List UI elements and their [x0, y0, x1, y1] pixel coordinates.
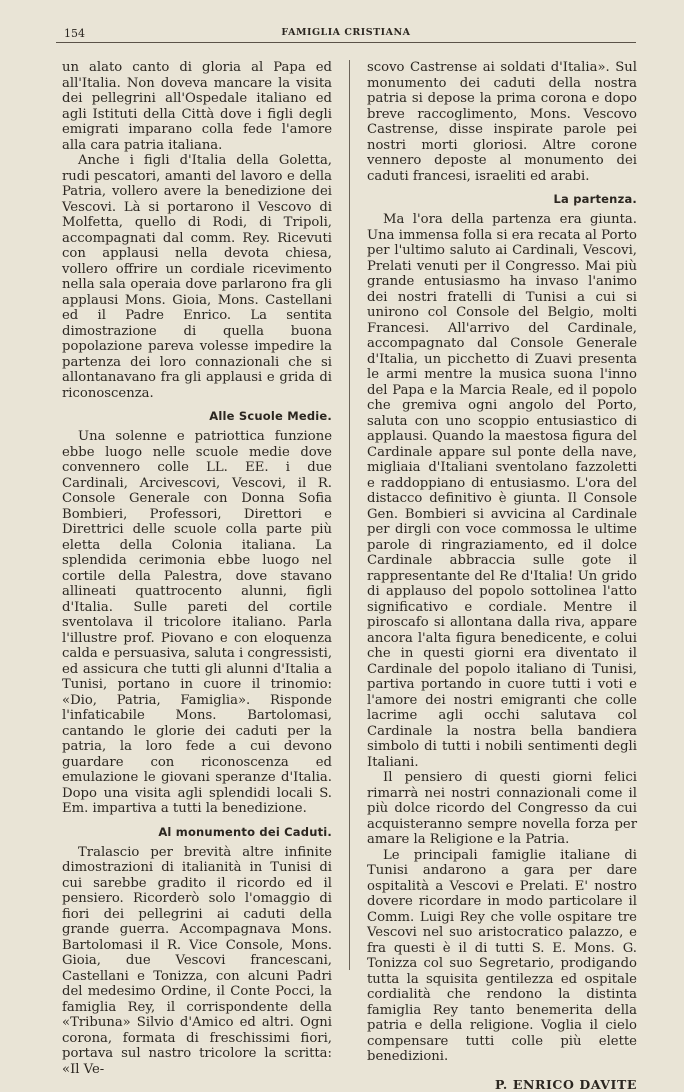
section-heading: La partenza. [553, 192, 637, 206]
paragraph: Una solenne e patriottica funzione ebbe luogo nelle scuole medie dove convennero colle LL. EE. i due Cardinali, Arcivescovi, Vescovi, il R. Console Generale con Donna Sofia Bombieri, Professori, Direttori e Direttrici delle scuole colla parte più eletta della Colonia italiana. La splendida cerimonia ebbe luogo nel cortile della Palestra, dove stavano allineati quattrocento alunni, figli d'Italia. Sulle pareti del cortile sventolava il tricolore italiano. Parla l'illustre prof. Piovano e con eloquenza calda e persuasiva, saluta i congressisti, ed assicura che tutti gli alunni d'Italia a Tunisi, portano in cuore il trinomio: «Dio, Patria, Famiglia». Risponde l'infaticabile Mons. Bartolomasi, cantando le glorie dei caduti per la patria, la loro fede a cui devono guardare con riconoscenza ed emulazione le giovani speranze d'Italia. Dopo una visita agli splendidi locali S. Em. impartiva a tutti la benedizione. [62, 429, 333, 816]
left-column [62, 60, 332, 1077]
column-divider [349, 60, 350, 970]
paragraph: un alato canto di gloria al Papa ed all'Italia. Non doveva mancare la visita dei pellegrini all'Ospedale italiano ed agli Istituti della Città dove i figli degli emigrati imparano colla fede l'amore alla cara patria italiana. [62, 60, 332, 153]
page-header [56, 24, 636, 42]
header-rule [56, 42, 636, 43]
running-title: FAMIGLIA CRISTIANA [281, 27, 411, 38]
section-heading: Alle Scuole Medie. [209, 409, 332, 423]
section-heading: Al monumento dei Caduti. [158, 824, 332, 839]
author-signature: P. ENRICO DAVITE [494, 1076, 637, 1092]
paragraph: Il pensiero di questi giorni felici rimarrà nei nostri connazionali come il più dolce ricordo del Congresso da cui acquisteranno sempre novella forza per amare la Religione e la Patria. [367, 770, 637, 847]
paragraph: Le principali famiglie italiane di Tunisi andarono a gara per dare ospitalità a Vescovi e Prelati. E' nostro dovere ricordare in modo particolare il Comm. Luigi Rey che volle ospitare tre Vescovi nel suo aristocratico palazzo, e fra questi è il di tutti S. E. Mons. G. Tonizza col suo Segretario, prodigando tutta la squisita gentilezza ed ospitale cordialità che rendono la distinta famiglia Rey tanto benemerita della patria e della religione. Voglia il cielo compensare tutti colle più elette benedizioni. [367, 847, 637, 1064]
paragraph: Ma l'ora della partenza era giunta. Una immensa folla si era recata al Porto per l'ultimo saluto ai Cardinali, Vescovi, Prelati venuti per il Congresso. Mai più grande entusiasmo ha invaso l'animo dei nostri fratelli di Tunisi a cui si unirono col Console del Belgio, molti Francesi. All'arrivo del Cardinale, accompagnato dal Console Generale d'Italia, un picchetto di Zuavi presenta le armi mentre la musica suona l'inno del Papa e la Marcia Reale, ed il popolo che gremiva ogni angolo del Porto, saluta con uno scoppio entusiastico di applausi. Quando la maestosa figura del Cardinale appare sul ponte della nave, migliaia d'Italiani sventolano fazzoletti e raddoppiano di entusiasmo. L'ora del distacco definitivo è giunta. Il Console Gen. Bombieri si avvicina al Cardinale per dirgli con voce commossa le ultime parole di ringraziamento, ed il dolce Cardinale abbraccia sulle gote il rappresentante del Re d'Italia! Un grido di applauso del popolo sottolinea l'atto significativo e cordiale. Mentre il piroscafo si allontana dalla riva, appare ancora l'alta figura benedicente, e colui che in questi giorni era diventato il Cardinale del popolo italiano di Tunisi, partiva portando in cuore tutti i voti e l'amore dei nostri emigranti che colle lacrime agli occhi salutava col Cardinale la nostra bella bandiera simbolo di tutti i nobili sentimenti degli Italiani. [367, 212, 637, 770]
paragraph: scovo Castrense ai soldati d'Italia». Sul monumento dei caduti della nostra patria si depose la prima corona e dopo breve raccoglimento, Mons. Vescovo Castrense, disse inspirate parole pei nostri morti gloriosi. Altre corone vennero deposte al monumento dei caduti francesi, israeliti ed arabi. [367, 60, 637, 184]
page-number: 154 [64, 27, 85, 40]
paragraph: Anche i figli d'Italia della Goletta, rudi pescatori, amanti del lavoro e della Patria, vollero avere la benedizione dei Vescovi. Là si portarono il Vescovo di Molfetta, quello di Rodi, di Tripoli, accompagnati dal comm. Rey. Ricevuti con applausi nella devota chiesa, vollero offrire un cordiale ricevimento nella sala operaia dove parlarono fra gli applausi Mons. Gioia, Mons. Castellani ed il Padre Enrico. La sentita dimostrazione di quella buona popolazione pareva volesse impedire la partenza dei loro connazionali che si allontanavano fra gli applausi e grida di riconoscenza. [62, 153, 332, 401]
paragraph: Tralascio per brevità altre infinite dimostrazioni di italianità in Tunisi di cui sarebbe gradito il ricordo ed il pensiero. Ricorderò solo l'omaggio di fiori dei pellegrini ai caduti della grande guerra. Accompagnava Mons. Bartolomasi il R. Vice Console, Mons. Gioia, due Vescovi francescani, Castellani e Tonizza, con alcuni Padri del medesimo Ordine, il Conte Pocci, la famiglia Rey, il corrispondente della «Tribuna» Silvio d'Amico ed altri. Ogni corona, formata di freschissimi fiori, portava sul nastro tricolore la scritta: «Il Ve- [62, 844, 332, 1077]
right-column [367, 60, 637, 1092]
